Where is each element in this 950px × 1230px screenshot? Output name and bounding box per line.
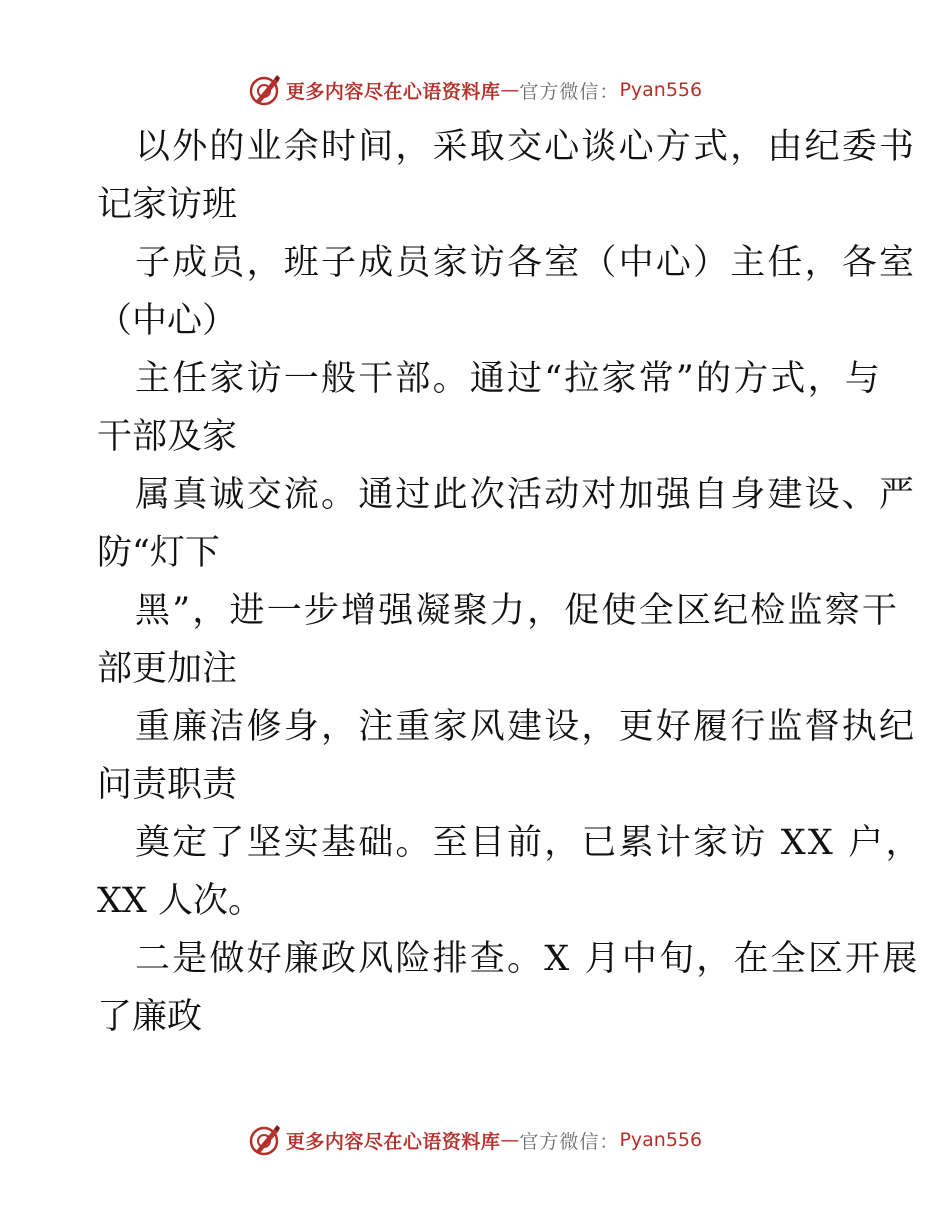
footer-wechat-id: Pyan556 [619, 1129, 703, 1151]
body-line: 属真诚交流。通过此次活动对加强自身建设、严 [135, 475, 917, 515]
body-line: 防“灯下 [97, 533, 220, 573]
body-line: 奠定了坚实基础。至目前，已累计家访 XX 户， [135, 823, 923, 863]
body-line: 部更加注 [97, 649, 238, 689]
header-wechat-id: Pyan556 [619, 79, 703, 101]
pen-logo-icon [248, 1123, 282, 1157]
document-body [97, 118, 923, 1046]
footer-dash: — [500, 1129, 520, 1151]
body-line: 问责职责 [97, 765, 238, 805]
body-line: 子成员，班子成员家访各室（中心）主任，各室 [135, 243, 917, 283]
body-line: 二是做好廉政风险排查。X 月中旬，在全区开展 [135, 939, 920, 979]
pen-logo-icon [248, 73, 282, 107]
header-dash: — [500, 79, 520, 101]
body-line: 以外的业余时间，采取交心谈心方式，由纪委书 [135, 127, 917, 167]
body-line: 记家访班 [97, 185, 238, 225]
body-line: 重廉洁修身，注重家风建设，更好履行监督执纪 [135, 707, 917, 747]
header-banner [0, 70, 950, 110]
header-wechat-label: 官方微信： [519, 80, 620, 103]
body-line: XX 人次。 [97, 881, 263, 921]
footer-banner [0, 1120, 950, 1160]
footer-brand-text: 更多内容尽在心语资料库 [285, 1130, 501, 1153]
body-line: 主任家访一般干部。通过“拉家常”的方式，与 [135, 359, 882, 399]
body-line: 干部及家 [97, 417, 238, 457]
footer-wechat-label: 官方微信： [519, 1130, 620, 1153]
body-line: （中心） [97, 301, 238, 341]
header-brand-text: 更多内容尽在心语资料库 [285, 80, 501, 103]
body-line: 了廉政 [97, 997, 203, 1037]
body-line: 黑”，进一步增强凝聚力，促使全区纪检监察干 [135, 591, 900, 631]
